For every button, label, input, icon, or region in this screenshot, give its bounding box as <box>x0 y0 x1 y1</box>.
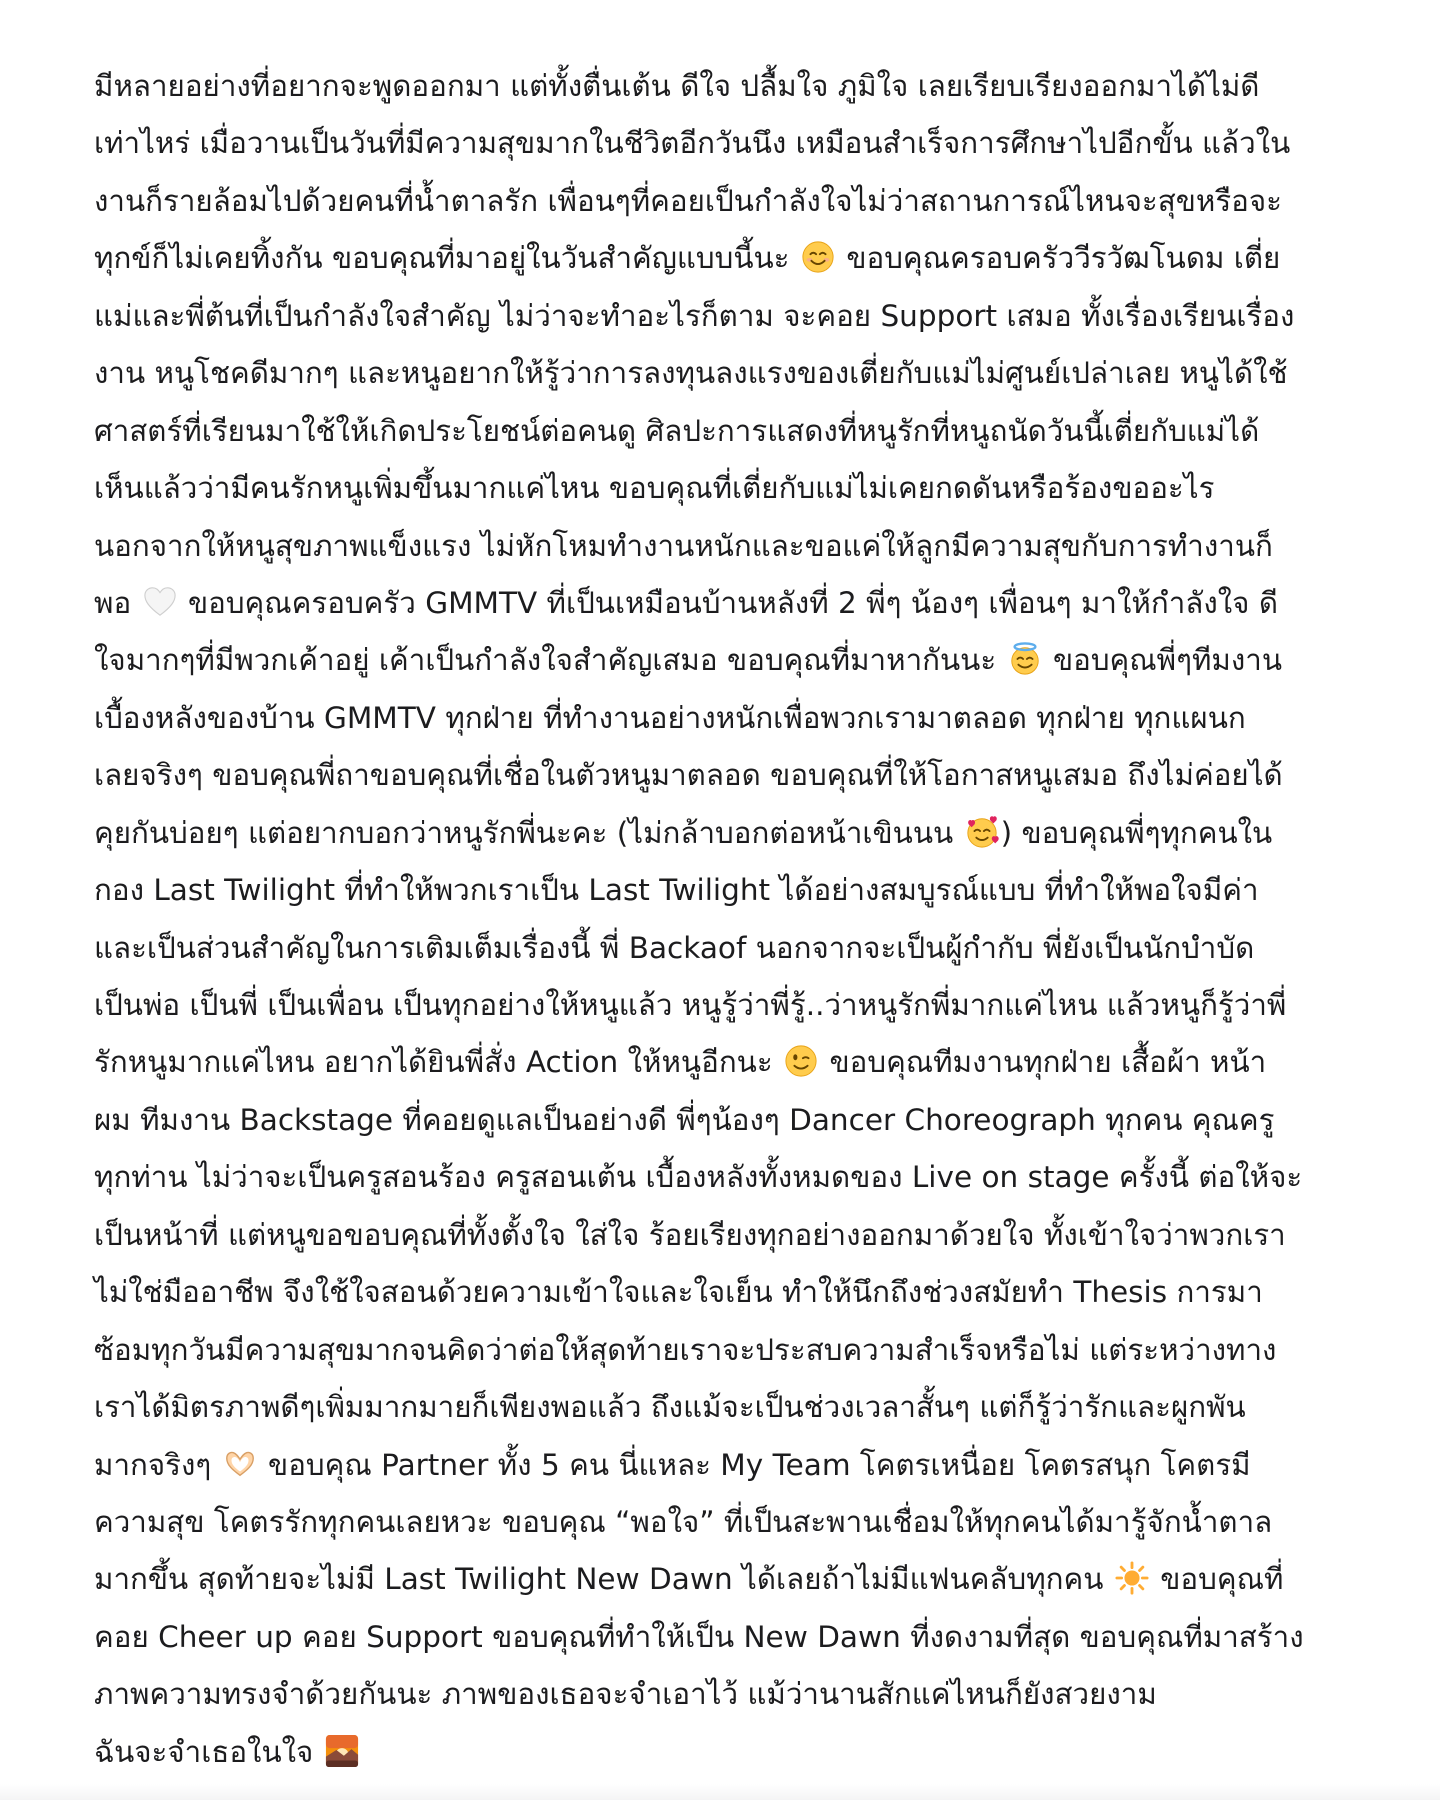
line-text: เบื้องหลังของบ้าน GMMTV ทุกฝ่าย ที่ทำงานอย่างหนักเพื่อพวกเรามาตลอด ทุกฝ่าย ทุกแผนก <box>94 700 1246 735</box>
line-text: ทุกข์ก็ไม่เคยทิ้งกัน ขอบคุณที่มาอยู่ในวันสำคัญแบบนี้นะ <box>94 241 790 276</box>
line-text: คอย Cheer up คอย Support ขอบคุณที่ทำให้เป็น New Dawn ที่งดงามที่สุด ขอบคุณที่มาสร้าง <box>94 1619 1304 1654</box>
line-text: ไม่ใช่มืออาชีพ จึงใช้ใจสอนด้วยความเข้าใจและใจเย็น ทำให้นึกถึงช่วงสมัยทำ Thesis การมา <box>94 1275 1263 1310</box>
line-text: ใจมากๆที่มีพวกเค้าอยู่ เค้าเป็นกำลังใจสำคัญเสมอ ขอบคุณที่มาหากันนะ <box>94 643 997 678</box>
note-body <box>94 58 1356 1781</box>
smiling-face-with-halo-icon <box>1008 642 1042 676</box>
line-text: รักหนูมากแค่ไหน อยากได้ยินพี่สั่ง Action ให้หนูอีกนะ <box>94 1045 773 1080</box>
note-line <box>94 862 1356 919</box>
line-text: ขอบคุณครอบครัว GMMTV ที่เป็นเหมือนบ้านหลังที่ 2 พี่ๆ น้องๆ เพื่อนๆ มาให้กำลังใจ ดี <box>187 585 1278 620</box>
line-text: มากจริงๆ <box>94 1447 212 1482</box>
line-text: กอง Last Twilight ที่ทำให้พวกเราเป็น Last Twilight ได้อย่างสมบูรณ์แบบ ที่ทำให้พอใจมีค่า <box>94 873 1259 908</box>
white-heart-icon <box>143 585 177 619</box>
line-text: ผม ทีมงาน Backstage ที่คอยดูแลเป็นอย่างดี พี่ๆน้องๆ Dancer Choreograph ทุกคน คุณครู <box>94 1102 1275 1137</box>
sun-icon <box>1115 1561 1149 1595</box>
line-text: เป็นพ่อ เป็นพี่ เป็นเพื่อน เป็นทุกอย่างให้หนูแล้ว หนูรู้ว่าพี่รู้..ว่าหนูรักพี่มากแค่ไหน แล้วหนูก็รู้ว่าพี่ <box>94 988 1287 1022</box>
note-line <box>94 1264 1356 1321</box>
line-text: เห็นแล้วว่ามีคนรักหนูเพิ่มขึ้นมากแค่ไหน ขอบคุณที่เตี่ยกับแม่ไม่เคยกดดันหรือร้องขออะไร <box>94 471 1215 506</box>
line-text: ขอบคุณพี่ๆทีมงาน <box>1052 643 1282 678</box>
note-line <box>94 1666 1356 1723</box>
note-line <box>94 747 1356 804</box>
line-text: ศาสตร์ที่เรียนมาใช้ให้เกิดประโยชน์ต่อคนดู ศิลปะการแสดงที่หนูรักที่หนูถนัดวันนี้เตี่ยกับแม่ได้ <box>94 413 1260 448</box>
line-text: ภาพความทรงจำด้วยกันนะ ภาพของเธอจะจำเอาไว้ แม้ว่านานสักแค่ไหนก็ยังสวยงาม <box>94 1677 1157 1712</box>
note-line <box>94 460 1356 517</box>
line-text: คุยกันบ่อยๆ แต่อยากบอกว่าหนูรักพี่นะคะ (ไม่กล้าบอกต่อหน้าเขินนน <box>94 815 954 850</box>
note-line <box>94 1379 1356 1436</box>
note-line <box>94 1034 1356 1091</box>
line-text: ขอบคุณ Partner ทั้ง 5 คน นี่แหละ My Team โคตรเหนื่อย โคตรสนุก โคตรมี <box>268 1447 1251 1482</box>
line-text: งานก็รายล้อมไปด้วยคนที่น้ำตาลรัก เพื่อนๆที่คอยเป็นกำลังใจไม่ว่าสถานการณ์ไหนจะสุขหรือจะ <box>94 183 1283 218</box>
line-text: งาน หนูโชคดีมากๆ และหนูอยากให้รู้ว่าการลงทุนลงแรงของเตี่ยกับแม่ไม่ศูนย์เปล่าเลย หนูได้ใช้ <box>94 356 1288 391</box>
note-line <box>94 1322 1356 1379</box>
note-line <box>94 1724 1356 1781</box>
line-text: ขอบคุณครอบครัววีรวัฒโนดม เตี่ย <box>846 241 1281 276</box>
note-line <box>94 690 1356 747</box>
note-line <box>94 805 1356 862</box>
line-text: ความสุข โคตรรักทุกคนเลยหวะ ขอบคุณ “พอใจ” ที่เป็นสะพานเชื่อมให้ทุกคนได้มารู้จักน้ำตาล <box>94 1504 1273 1539</box>
line-text: ทุกท่าน ไม่ว่าจะเป็นครูสอนร้อง ครูสอนเต้น เบื้องหลังทั้งหมดของ Live on stage ครั้งนี้ ต่อให้จะ <box>94 1160 1303 1195</box>
line-text: ) ขอบคุณพี่ๆทุกคนใน <box>1000 815 1273 850</box>
sunrise-icon <box>325 1734 359 1768</box>
line-text: ฉันจะจำเธอในใจ <box>94 1734 314 1769</box>
note-line <box>94 1207 1356 1264</box>
smiling-face-icon <box>801 240 835 274</box>
line-text: เป็นหน้าที่ แต่หนูขอขอบคุณที่ทั้งตั้งใจ ใส่ใจ ร้อยเรียงทุกอย่างออกมาด้วยใจ ทั้งเข้าใจว่าพวกเรา <box>94 1217 1286 1252</box>
note-line <box>94 345 1356 402</box>
note-line <box>94 1609 1356 1666</box>
note-line <box>94 1092 1356 1149</box>
line-text: แม่และพี่ต้นที่เป็นกำลังใจสำคัญ ไม่ว่าจะทำอะไรก็ตาม จะคอย Support เสมอ ทั้งเรื่องเรียนเรื่อง <box>94 298 1295 333</box>
note-line <box>94 1494 1356 1551</box>
line-text: เราได้มิตรภาพดีๆเพิ่มมากมายก็เพียงพอแล้ว ถึงแม้จะเป็นช่วงเวลาสั้นๆ แต่ก็รู้ว่ารักและผูกพัน <box>94 1390 1246 1425</box>
note-line <box>94 977 1356 1034</box>
note-line <box>94 1437 1356 1494</box>
note-line <box>94 518 1356 575</box>
smiling-face-with-hearts-icon <box>965 815 999 849</box>
note-line <box>94 632 1356 689</box>
note-line <box>94 230 1356 287</box>
line-text: พอ <box>94 585 132 620</box>
note-line <box>94 920 1356 977</box>
line-text: ขอบคุณที่ <box>1160 1562 1284 1597</box>
line-text: และเป็นส่วนสำคัญในการเติมเต็มเรื่องนี้ พี่ Backaof นอกจากจะเป็นผู้กำกับ พี่ยังเป็นนักบำบัด <box>94 930 1255 965</box>
note-line <box>94 1551 1356 1608</box>
line-text: ขอบคุณทีมงานทุกฝ่าย เสื้อผ้า หน้า <box>829 1045 1267 1080</box>
note-line <box>94 288 1356 345</box>
note-line <box>94 173 1356 230</box>
note-line <box>94 1149 1356 1206</box>
note-line <box>94 58 1356 115</box>
line-text: นอกจากให้หนูสุขภาพแข็งแรง ไม่หักโหมทำงานหนักและขอแค่ให้ลูกมีความสุขกับการทำงานก็ <box>94 528 1273 563</box>
line-text: มีหลายอย่างที่อยากจะพูดออกมา แต่ทั้งตื่นเต้น ดีใจ ปลื้มใจ ภูมิใจ เลยเรียบเรียงออกมาได้ไม่ดี <box>94 69 1260 103</box>
winking-face-icon <box>784 1044 818 1078</box>
line-text: เท่าไหร่ เมื่อวานเป็นวันที่มีความสุขมากในชีวิตอีกวันนึง เหมือนสำเร็จการศึกษาไปอีกขั้น แล้วใน <box>94 126 1291 161</box>
line-text: ซ้อมทุกวันมีความสุขมากจนคิดว่าต่อให้สุดท้ายเราจะประสบความสำเร็จหรือไม่ แต่ระหว่างทาง <box>94 1332 1277 1367</box>
line-text: มากขึ้น สุดท้ายจะไม่มี Last Twilight New Dawn ได้เลยถ้าไม่มีแฟนคลับทุกคน <box>94 1562 1104 1597</box>
bottom-fade <box>0 1784 1440 1800</box>
heart-hands-icon <box>223 1447 257 1481</box>
line-text: เลยจริงๆ ขอบคุณพี่ถาขอบคุณที่เชื่อในตัวหนูมาตลอด ขอบคุณที่ให้โอกาสหนูเสมอ ถึงไม่ค่อยได้ <box>94 758 1283 793</box>
note-line <box>94 403 1356 460</box>
note-line <box>94 115 1356 172</box>
note-line <box>94 575 1356 632</box>
